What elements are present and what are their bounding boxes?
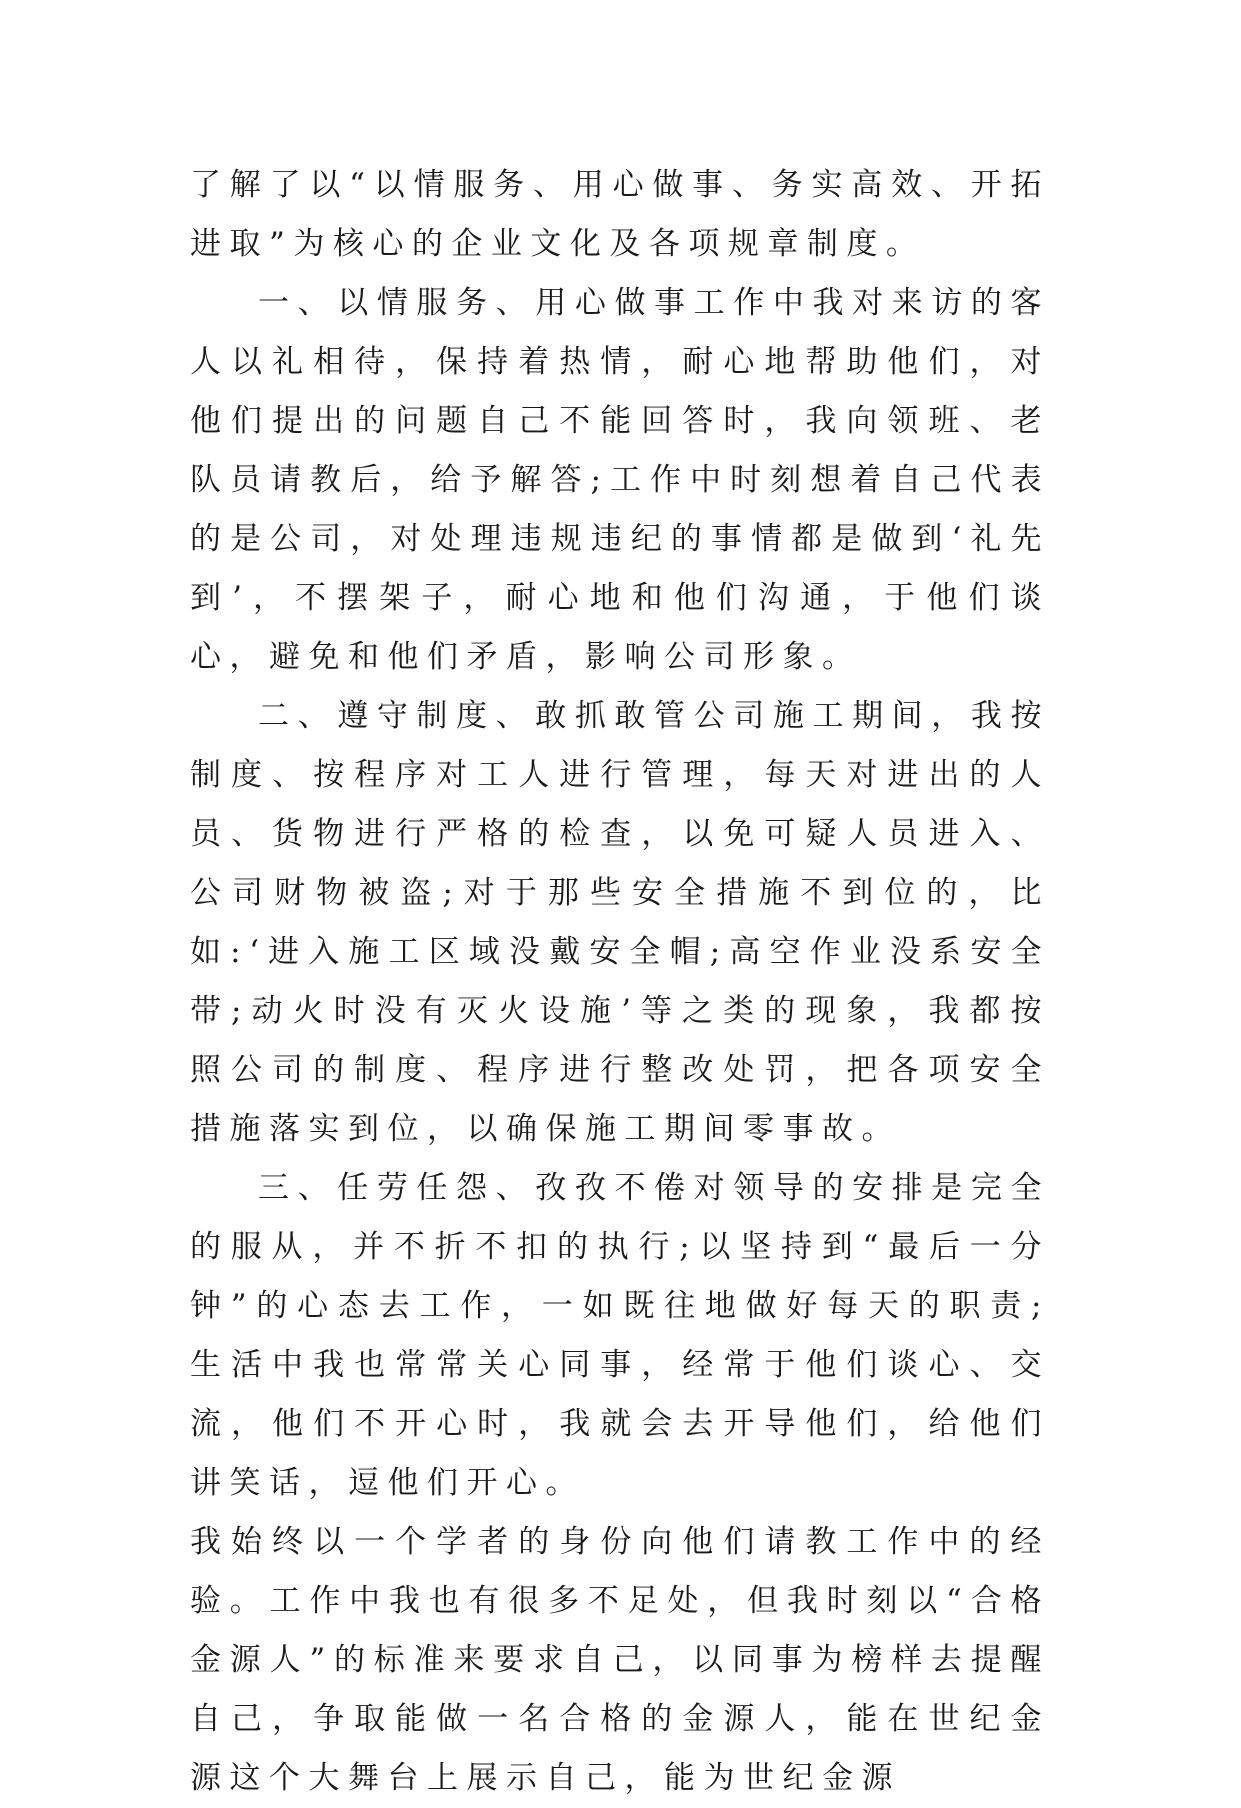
paragraph-section-two: 二、遵守制度、敢抓敢管公司施工期间，我按制度、按程序对工人进行管理，每天对进出的人员、货物进行严格的检查，以免可疑人员进入、公司财物被盗;对于那些安全措施不到位的，比如:‘进入施工区域没戴安全帽;高空作业没系安全带;动火时没有灭火设施’等之类的现象，我都按照公司的制度、程序进行整改处罚，把各项安全措施落实到位，以确保施工期间零事故。 bbox=[190, 698, 1050, 1147]
paragraph-section-one: 一、以情服务、用心做事工作中我对来访的客人以礼相待，保持着热情，耐心地帮助他们，对他们提出的问题自己不能回答时，我向领班、老队员请教后，给予解答;工作中时刻想着自己代表的是公司，对处理违规违纪的事情都是做到‘礼先到’，不摆架子，耐心地和他们沟通，于他们谈心，避免和他们矛盾，影响公司形象。 bbox=[190, 285, 1050, 675]
body-text bbox=[190, 156, 1050, 1808]
paragraph-section-three: 三、任劳任怨、孜孜不倦对领导的安排是完全的服从，并不折不扣的执行;以坚持到“最后一分钟”的心态去工作，一如既往地做好每天的职责;生活中我也常常关心同事，经常于他们谈心、交流，他们不开心时，我就会去开导他们，给他们讲笑话，逗他们开心。 bbox=[190, 1170, 1050, 1501]
paragraph-closing: 我始终以一个学者的身份向他们请教工作中的经验。工作中我也有很多不足处，但我时刻以“合格金源人”的标准来要求自己，以同事为榜样去提醒自己，争取能做一名合格的金源人，能在世纪金源这个大舞台上展示自己，能为世纪金源 bbox=[190, 1524, 1050, 1796]
paragraph-intro: 了解了以“以情服务、用心做事、务实高效、开拓进取”为核心的企业文化及各项规章制度。 bbox=[190, 167, 1050, 262]
